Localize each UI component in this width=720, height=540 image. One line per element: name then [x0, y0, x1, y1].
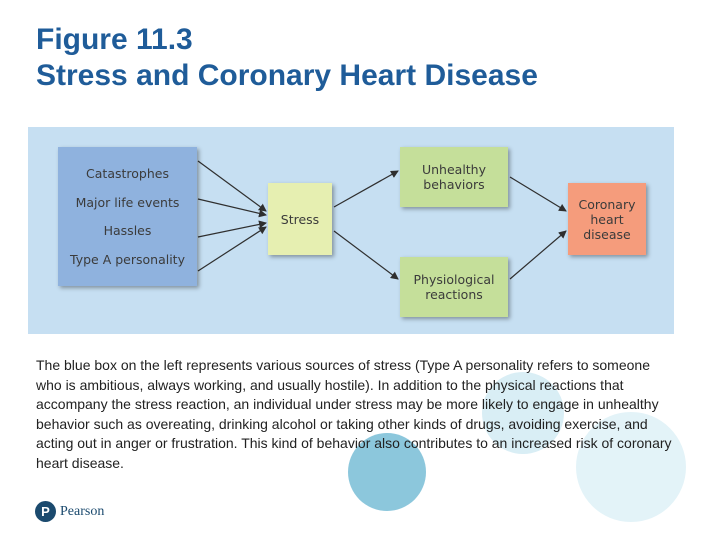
unhealthy-behaviors-box: [400, 147, 508, 207]
physiological-reactions-box: [400, 257, 508, 317]
title-line-1: Figure 11.3: [36, 23, 193, 56]
arrow-unhealthy-to-chd: [510, 177, 566, 211]
figure-caption: The blue box on the left represents various sources of stress (Type A personality refers to someone who is ambitious, always working, and usually hostile). In addition to the physical reactions that accompany the stress reaction, an individual under stress may be more likely to engage in unhealthy behavior such as overeating, drinking alcohol or taking other kinds of drugs, avoiding exercise, and acting out in anger or frustration. This kind of behavior also contributes to an increased risk of coronary heart disease.: [36, 357, 672, 471]
stress-box: [268, 183, 332, 255]
pearson-logo: [35, 501, 104, 522]
arrow-stress-to-unhealthy: [334, 171, 398, 207]
unhealthy-label-line-1: Unhealthy: [421, 162, 487, 177]
arrow-life-events-to-stress: [198, 199, 266, 215]
diagram-panel: [28, 127, 674, 334]
physio-label-line-2: reactions: [425, 287, 483, 302]
page-title: [36, 22, 538, 94]
pearson-logo-icon: P: [35, 501, 56, 522]
arrow-typea-to-stress: [198, 227, 266, 271]
arrow-catastrophes-to-stress: [198, 161, 266, 211]
chd-label-line-1: Coronary: [578, 196, 636, 212]
arrow-stress-to-physio: [334, 231, 398, 279]
source-type-a-personality: Type A personality: [70, 252, 185, 268]
coronary-heart-disease-box: [568, 183, 646, 255]
chd-label-line-2: heart: [590, 211, 624, 227]
stress-label: Stress: [280, 211, 320, 227]
stress-sources-box: [58, 147, 197, 286]
source-major-life-events: Major life events: [75, 194, 180, 210]
pearson-logo-word: Pearson: [60, 503, 105, 519]
source-catastrophes: Catastrophes: [86, 165, 169, 181]
arrow-hassles-to-stress: [198, 223, 266, 237]
arrow-physio-to-chd: [510, 231, 566, 279]
physio-label-line-1: Physiological: [413, 272, 495, 287]
title-line-2: Stress and Coronary Heart Disease: [36, 59, 538, 92]
source-hassles: Hassles: [103, 223, 152, 239]
unhealthy-label-line-2: behaviors: [423, 177, 485, 192]
chd-label-line-3: disease: [583, 226, 631, 242]
